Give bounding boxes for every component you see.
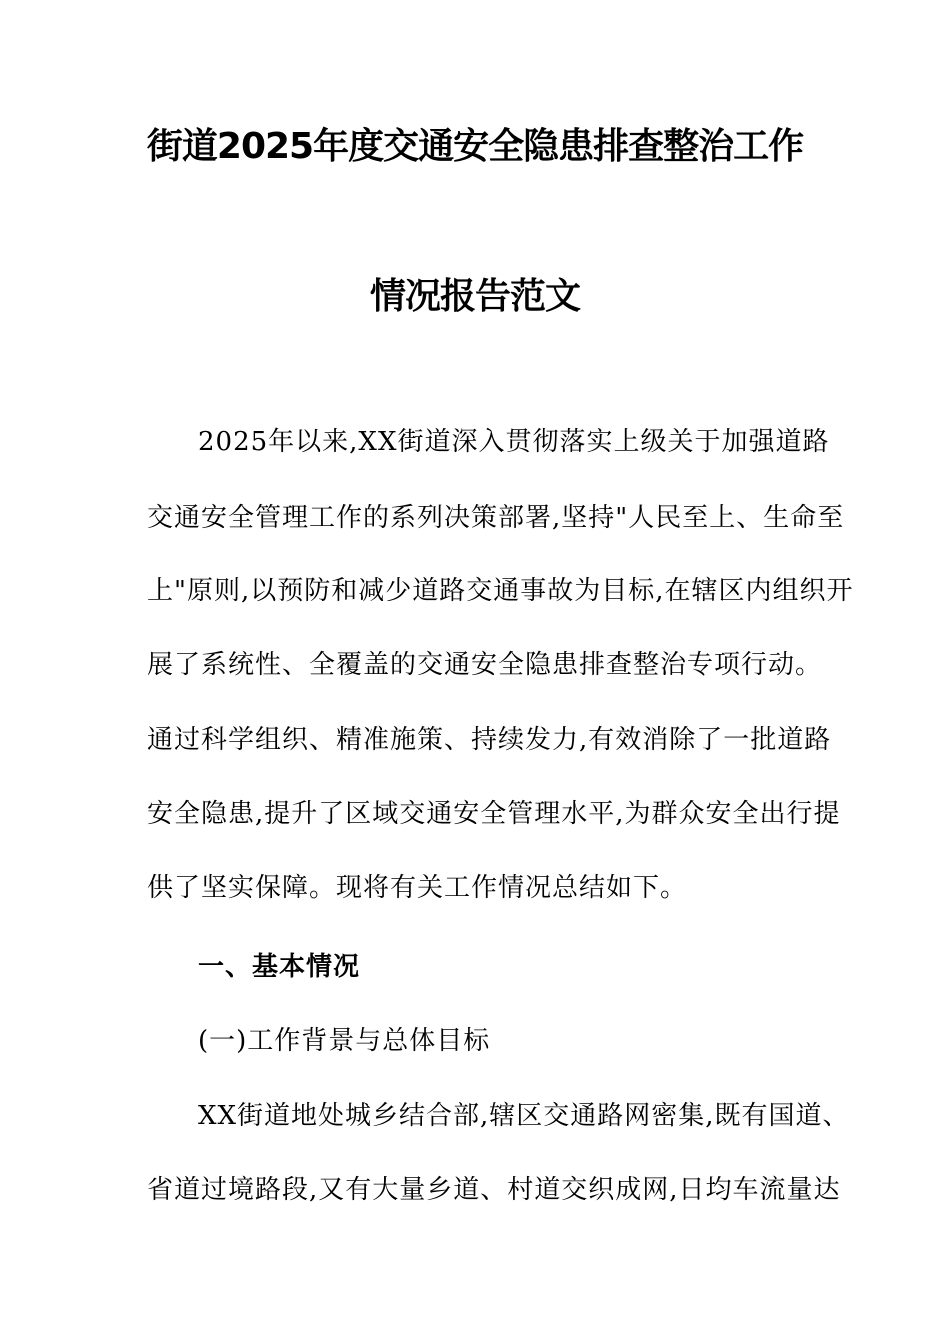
paragraph-1-line-3: 上"原则,以预防和减少道路交通事故为目标,在辖区内组织开 [147,576,854,606]
paragraph-2-line-1: XX街道地处城乡结合部,辖区交通路网密集,既有国道、 [198,1101,850,1131]
document-title-line-1: 街道2025年度交通安全隐患排查整治工作 [146,126,804,167]
paragraph-1-line-7: 供了坚实保障。现将有关工作情况总结如下。 [147,873,688,903]
paragraph-1-line-5: 通过科学组织、精准施策、持续发力,有效消除了一批道路 [147,725,832,755]
paragraph-1-line-1: 2025年以来,XX街道深入贯彻落实上级关于加强道路 [198,427,830,457]
subsection-1-heading: (一)工作背景与总体目标 [198,1026,491,1056]
paragraph-1-line-4: 展了系统性、全覆盖的交通安全隐患排查整治专项行动。 [147,650,823,680]
paragraph-1-line-2: 交通安全管理工作的系列决策部署,坚持"人民至上、生命至 [147,503,845,533]
paragraph-1-line-6: 安全隐患,提升了区域交通安全管理水平,为群众安全出行提 [147,799,841,829]
paragraph-2-line-2: 省道过境路段,又有大量乡道、村道交织成网,日均车流量达 [147,1175,841,1205]
section-1-heading: 一、基本情况 [198,952,361,982]
document-title-line-2: 情况报告范文 [369,276,580,317]
